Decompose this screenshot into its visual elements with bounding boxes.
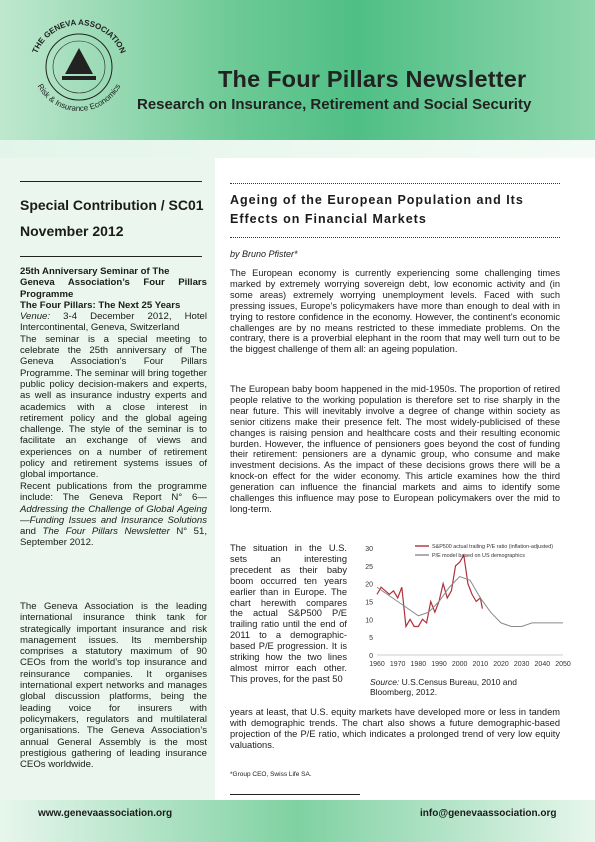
article-title: Ageing of the European Population and Its Effects on Financial Markets <box>230 193 524 226</box>
chart-y-tick-label: 20 <box>365 581 373 589</box>
newsletter-title: The Four Pillars Newsletter <box>218 66 527 92</box>
chart-x-tick-label: 2050 <box>555 661 571 668</box>
title-rule-bottom <box>230 237 560 238</box>
seminar-block <box>20 266 207 481</box>
chart-y-tick-label: 5 <box>369 635 373 643</box>
publication-title-2: The Four Pillars Newsletter <box>42 526 170 538</box>
seminar-text: The seminar is a special meeting to celebrate the 25th anniversary of The Geneva Association’s Four Pillars Programme. The seminar will bring together public policy decision-makers and experts, as well as insurance industry experts and academics with a close interest in retirement policy and the global ageing challenge. The style of the seminar is to facilitate an exchange of views and experiences on a number of retirement policy and retirement systems issues of global importance. <box>20 333 207 481</box>
seminar-subtitle: The Four Pillars: The Next 25 Years <box>20 299 181 311</box>
publication-title-1: Addressing the Challenge of Global Ageing—Funding Issues and Insurance Solutions <box>20 503 207 526</box>
article-paragraph-3: The situation in the U.S. sets an interesting precedent as their baby boom occurred ten years earlier than in Europe. The chart herewith compares the actual S&P500 P/E trailing ratio until the end of 2011 to a demographic-based P/E progression. It is striking how the two lines almost mirror each other. This proves, for the past 50 <box>230 543 347 684</box>
venue-label: Venue: <box>20 311 51 323</box>
footnote: *Group CEO, Swiss Life SA. <box>230 771 312 778</box>
footnote-rule <box>230 794 360 795</box>
publications-end: N° 51, September 2012. <box>20 526 207 549</box>
chart-x-tick-label: 1990 <box>431 661 447 668</box>
pe-ratio-chart <box>355 540 571 675</box>
chart-y-tick-label: 15 <box>365 599 373 607</box>
about-text: The Geneva Association is the leading international insurance think tank for strategically important insurance and risk management issues. Its membership comprises a statutory maximum of 90 CEOs from the world’s top insurance and reinsurance companies. It organises international expert networks and manages global discussion platforms, being the leading voice for insurers with policymakers, regulators and multilateral organisations. The Geneva Association’s annual General Assembly is the most prestigious gathering of leading insurance CEOs worldwide. <box>20 601 207 771</box>
footer-website-link[interactable]: www.genevaassociation.org <box>38 808 173 819</box>
publications-block <box>20 481 207 549</box>
chart-x-tick-label: 1960 <box>369 661 385 668</box>
logo-text-top: THE GENEVA ASSOCIATION <box>30 17 128 55</box>
chart-y-tick-label: 10 <box>365 617 373 625</box>
chart-source <box>370 677 560 697</box>
geneva-association-logo <box>20 8 138 126</box>
newsletter-subtitle: Research on Insurance, Retirement and Social Security <box>137 96 532 113</box>
sidebar-rule-bottom <box>20 256 202 257</box>
publications-intro: Recent publications from the programme include: The Geneva Report N° 6— <box>20 481 207 504</box>
chart-x-tick-label: 1970 <box>389 661 406 668</box>
about-block <box>20 601 207 770</box>
chart-y-tick-label: 0 <box>369 653 373 660</box>
issue-date: November 2012 <box>20 223 124 239</box>
sidebar-rule-top <box>20 181 202 182</box>
chart-x-tick-label: 1980 <box>410 661 427 668</box>
title-rule-top <box>230 183 560 184</box>
footer-email-link[interactable]: info@genevaassociation.org <box>420 808 557 819</box>
chart-x-tick-label: 2000 <box>451 661 468 668</box>
logo-text-bottom: Risk & Insurance Economics <box>35 82 123 114</box>
article-paragraph-2: The European baby boom happened in the mid-1950s. The proportion of retired people relative to the working population is therefore set to rise sharply in the near future. This will inevitably involve a degree of change within society as senior citizens make their presence felt. The most widely-publicised of these changes is raising pension and healthcare costs and their resulting economic burden. However, the influence of pensioners goes beyond the cost of funding their retirement: pensioners are a dynamic group, who consume and make investment decisions. As the impact of these decisions grows there will be a knock-on effect for the wider economy. This article examines how the third generation can influence the financial markets and aims to identify some challenges this influence may pose to European policymakers over the mid to long-term. <box>230 384 560 514</box>
venue-text: 3-4 December 2012, Hotel Intercontinental, Geneva, Switzerland <box>20 311 207 334</box>
seminar-title-2: Geneva Association’s Four Pillars Programme <box>20 277 207 300</box>
contribution-label: Special Contribution / SC01 <box>20 197 204 213</box>
footer-banner <box>0 800 595 842</box>
chart-legend-label: P/E model based on US demographics <box>432 553 525 559</box>
chart-series-actual-pe <box>377 555 482 626</box>
svg-text:Risk & Insurance Economics <box>36 82 123 113</box>
header-strip <box>0 140 595 158</box>
chart-source-text: U.S.Census Bureau, 2010 and Bloomberg, 2012. <box>370 677 517 697</box>
chart-x-tick-label: 2040 <box>534 661 551 668</box>
article-paragraph-4: years at least, that U.S. equity markets have developed more or less in tandem with demographic trends. The chart also shows a future demographic-based projection of the P/E ratio, which indicates a prolonged trend of very low equity valuations. <box>230 707 560 750</box>
chart-x-tick-label: 2020 <box>493 661 509 668</box>
byline: by Bruno Pfister* <box>230 249 298 259</box>
seminar-title: 25th Anniversary Seminar of The <box>20 266 170 277</box>
chart-source-label: Source: <box>370 677 400 687</box>
publications-and: and <box>20 526 37 538</box>
chart-x-tick-label: 2030 <box>513 661 530 668</box>
chart-y-tick-label: 30 <box>365 546 373 553</box>
chart-legend-label: S&P500 actual trailing P/E ratio (inflation-adjusted) <box>432 544 554 550</box>
chart-y-tick-label: 25 <box>365 563 373 571</box>
chart-x-tick-label: 2010 <box>472 661 489 668</box>
article-paragraph-1: The European economy is currently experiencing some challenging times marked by extremely worrying sovereign debt, low economic activity and (in some areas) extremely worrying unemployment levels. Faced with such pressing issues, Europe’s policymakers have more than enough to deal with in trying to restore confidence in the economy. However, the continent’s economic challenges are by no means restricted to these immediate problems. On the contrary, there is a proverbial elephant in the room that may well turn out to be the biggest challenge of them all: an ageing population. <box>230 268 560 355</box>
